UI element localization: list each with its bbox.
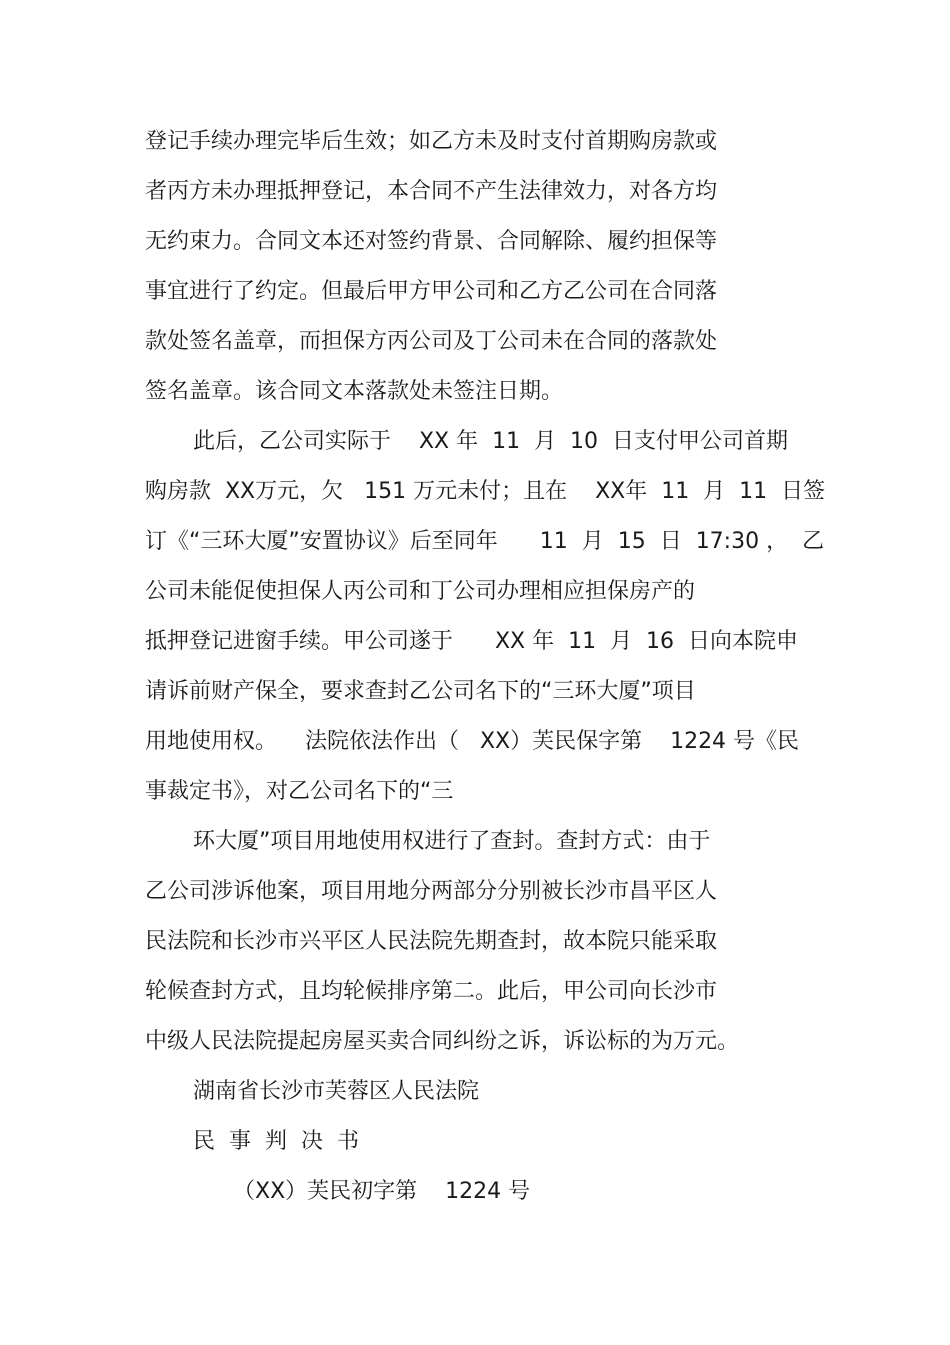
body-line-3: 无约束力。合同文本还对签约背景、合同解除、履约担保等 [145, 229, 718, 254]
court-name: 湖南省长沙市芙蓉区人民法院 [193, 1079, 480, 1104]
body-line-5: 款处签名盖章，而担保方丙公司及丁公司未在合同的落款处 [145, 329, 718, 354]
body-line-18: 轮候查封方式，且均轮候排序第二。此后，甲公司向长沙市 [145, 979, 718, 1004]
body-line-13: 用地使用权。 法院依法作出（ XX）芙民保字第 1224 号《民 [145, 729, 800, 754]
body-line-9: 订《“三环大厦”安置协议》后至同年 11 月 15 日 17:30 ， 乙 [145, 529, 825, 554]
body-line-6: 签名盖章。该合同文本落款处未签注日期。 [145, 379, 564, 404]
document-type-title: 民事判决书 [193, 1129, 374, 1154]
body-line-12: 请诉前财产保全，要求查封乙公司名下的“三环大厦”项目 [145, 679, 696, 704]
case-number: （XX）芙民初字第 1224 号 [233, 1179, 531, 1204]
body-line-2: 者丙方未办理抵押登记，本合同不产生法律效力，对各方均 [145, 179, 718, 204]
body-line-8: 购房款 XX万元，欠 151 万元未付；且在 XX年 11 月 11 日签 [145, 479, 826, 504]
body-line-14: 事裁定书》，对乙公司名下的“三 [145, 779, 454, 804]
body-line-1: 登记手续办理完毕后生效；如乙方未及时支付首期购房款或 [145, 129, 718, 154]
body-line-19: 中级人民法院提起房屋买卖合同纠纷之诉，诉讼标的为万元。 [145, 1029, 740, 1054]
body-line-11: 抵押登记进窗手续。甲公司遂于 XX 年 11 月 16 日向本院申 [145, 629, 799, 654]
body-line-10: 公司未能促使担保人丙公司和丁公司办理相应担保房产的 [145, 579, 696, 604]
body-line-16: 乙公司涉诉他案，项目用地分两部分分别被长沙市昌平区人 [145, 879, 718, 904]
body-line-15: 环大厦”项目用地使用权进行了查封。查封方式：由于 [193, 829, 711, 854]
body-line-17: 民法院和长沙市兴平区人民法院先期查封，故本院只能采取 [145, 929, 718, 954]
body-line-4: 事宜进行了约定。但最后甲方甲公司和乙方乙公司在合同落 [145, 279, 718, 304]
body-line-7: 此后，乙公司实际于 XX 年 11 月 10 日支付甲公司首期 [193, 429, 789, 454]
